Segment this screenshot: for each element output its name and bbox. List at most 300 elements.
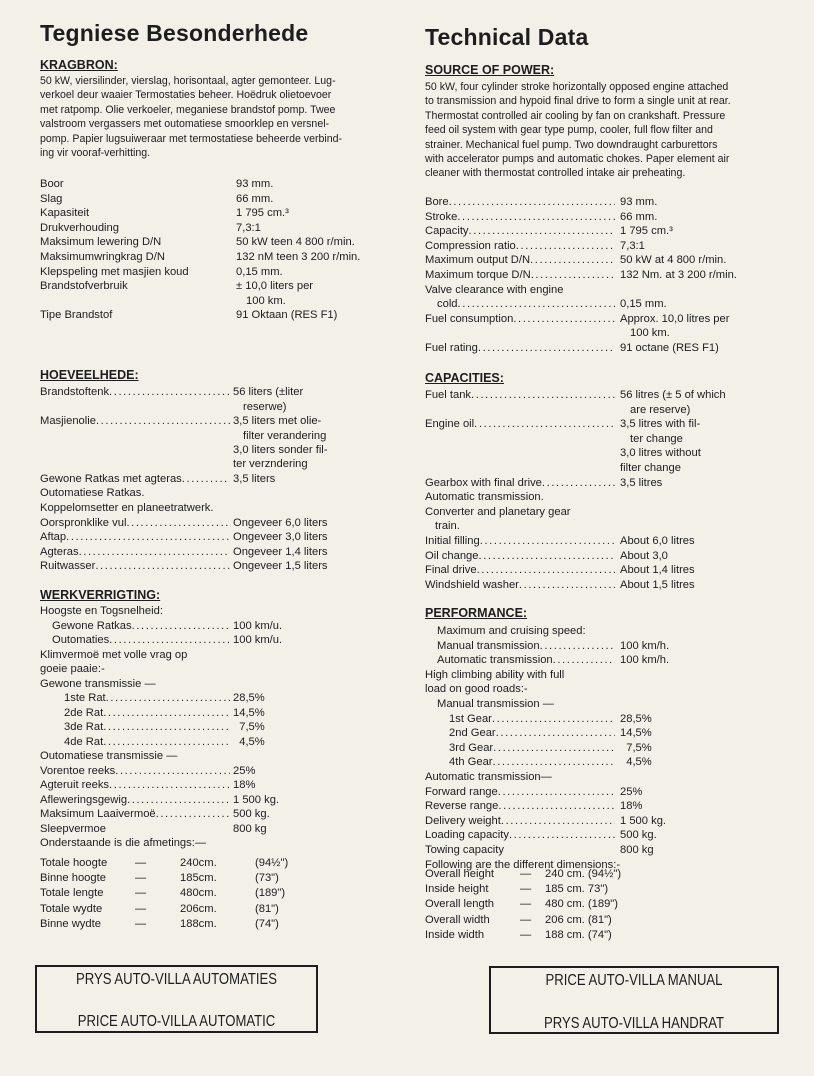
leader-dots: [471, 389, 615, 401]
dimension-metric: 185cm.: [180, 872, 217, 885]
leader-dots: [95, 560, 230, 572]
spec-label: High climbing ability with full: [425, 668, 565, 681]
heading-capacities: CAPACITIES:: [425, 371, 504, 385]
spec-value: 100 km/h.: [620, 639, 670, 652]
spec-row: [40, 794, 279, 806]
dimension-row: [425, 929, 675, 941]
spec-value: 0,15 mm.: [236, 265, 283, 278]
spec-value-continued: 3,0 litres without: [620, 447, 701, 460]
page-title-english: Technical Data: [425, 24, 589, 50]
leader-dots: [498, 800, 615, 812]
power-description: [425, 80, 731, 181]
spec-value: 7,3:1: [620, 239, 645, 252]
spec-label: Drukverhouding: [40, 221, 119, 234]
leader-dots: [509, 829, 615, 841]
spec-label-cell: [40, 473, 230, 485]
leader-dots: [540, 640, 615, 652]
spec-value: 3,5 liters met olie-: [233, 415, 322, 427]
page-title-afrikaans: Tegniese Besonderhede: [40, 20, 309, 46]
spec-label-cell: [40, 517, 230, 529]
spec-label-cell: [40, 649, 400, 661]
spec-label-cell: [425, 786, 615, 798]
spec-label: 3rd Gear: [449, 741, 494, 754]
spec-value: 28,5%: [620, 712, 652, 725]
description-line: met ratpomp. Olie verkoeler, meganiese brandstof pomp. Twee: [40, 103, 336, 116]
spec-row: [40, 649, 400, 661]
dimension-metric: 185 cm. 73"): [545, 883, 609, 896]
dimension-row: [425, 914, 675, 926]
spec-label: Tipe Brandstof: [40, 309, 113, 322]
heading-source-of-power: SOURCE OF POWER:: [425, 63, 555, 77]
spec-label: Following are the different dimensions:-: [425, 858, 621, 871]
dimension-label: Overall height: [425, 868, 495, 880]
spec-label-cell: [425, 418, 615, 430]
spec-label-cell: [40, 309, 230, 321]
spec-value: 50 kW at 4 800 r/min.: [620, 254, 727, 267]
spec-label: Fuel rating: [425, 341, 478, 354]
description-line: cleaner with thermostat controlled intake air preheating.: [425, 167, 686, 180]
spec-label: Masjienolie: [40, 415, 96, 427]
spec-row: [425, 225, 673, 237]
spec-value: 56 liters (±liter: [233, 386, 304, 398]
spec-label: Automatic transmission.: [425, 491, 544, 504]
spec-label: Fuel tank: [425, 389, 472, 401]
dimension-dash: —: [135, 872, 147, 885]
leader-dots: [493, 756, 615, 768]
spec-label-cell: [425, 535, 615, 547]
spec-row: [64, 721, 265, 733]
spec-label: Outomatiese transmissie —: [40, 750, 178, 762]
heading-performance: PERFORMANCE:: [425, 606, 528, 620]
spec-label: Gewone Ratkas met agteras: [40, 472, 182, 485]
spec-row: [40, 222, 261, 234]
spec-label: Kapasiteit: [40, 207, 90, 220]
spec-label-cell: [425, 313, 615, 325]
dimension-metric: 480 cm. (189"): [545, 898, 618, 911]
spec-value-continued: 100 km.: [246, 294, 286, 307]
spec-label: Sleepvermoe: [40, 822, 106, 835]
spec-row: [449, 727, 652, 739]
leader-dots: [182, 473, 230, 485]
leader-dots: [553, 654, 615, 666]
spec-label-cell: [40, 502, 400, 514]
spec-label-cell: [40, 823, 230, 835]
dimension-label: Totale hoogte: [40, 857, 108, 869]
spec-label-cell: [437, 298, 615, 310]
spec-label-cell: [64, 721, 230, 733]
dimension-label: Binne hoogte: [40, 872, 106, 885]
spec-row: [40, 560, 328, 572]
spec-label-cell: [425, 477, 615, 489]
dimension-label: Inside width: [425, 928, 485, 941]
spec-label-cell: [40, 794, 230, 806]
dimension-metric: 206 cm. (81"): [545, 913, 612, 926]
spec-value: 800 kg: [233, 822, 267, 835]
spec-label-cell: [449, 713, 615, 725]
spec-label: Capacity: [425, 225, 469, 238]
spec-row: [425, 800, 642, 812]
spec-label: Automatic transmission: [437, 654, 553, 667]
leader-dots: [493, 742, 615, 754]
description-line: ing vir vooraf-verhitting.: [40, 147, 151, 160]
spec-label: Maksimum Laaivermoë: [40, 808, 156, 820]
leader-dots: [109, 386, 230, 398]
spec-label-cell: [425, 550, 615, 562]
spec-label-cell: [425, 254, 615, 266]
spec-label: load on good roads:-: [425, 683, 528, 696]
leader-dots: [115, 765, 230, 777]
spec-label: train.: [435, 520, 460, 533]
dimension-metric: 188 cm. (74"): [545, 928, 612, 941]
leader-dots: [519, 579, 615, 591]
spec-row: [40, 280, 313, 292]
leader-dots: [501, 815, 615, 827]
spec-label-cell: [40, 560, 230, 572]
spec-label: 4th Gear: [449, 756, 493, 769]
spec-value: 100 km/u.: [233, 634, 283, 646]
spec-value: 28,5%: [233, 692, 265, 704]
description-line: to transmission and hypoid final drive to form a single unit at rear.: [425, 95, 731, 108]
spec-label: Converter and planetary gear: [425, 505, 571, 518]
description-line: verkoel deur waaier Termostaties beheer. Hoëdruk olietoevoer: [40, 89, 332, 102]
spec-row: [425, 506, 785, 518]
leader-dots: [126, 517, 230, 529]
spec-label: Brandstoftenk: [40, 386, 110, 398]
dimension-dash: —: [520, 868, 532, 880]
spec-value: Ongeveer 1,5 liters: [233, 560, 328, 573]
leader-dots: [79, 546, 230, 558]
spec-row: [40, 605, 400, 617]
spec-value-continued: filter verandering: [243, 429, 327, 442]
spec-value: Ongeveer 6,0 liters: [233, 516, 328, 529]
spec-row: [425, 579, 695, 591]
spec-value: 7,5%: [620, 741, 652, 754]
description-line: with accelerator pumps and automatic chokes. Paper element air: [425, 153, 730, 166]
spec-value: 18%: [620, 800, 643, 813]
dimension-metric: 188cm.: [180, 917, 217, 930]
spec-label-cell: [425, 771, 785, 783]
spec-row: [40, 178, 273, 190]
spec-label-cell: [40, 750, 400, 762]
leader-dots: [492, 713, 615, 725]
spec-row: [40, 663, 400, 675]
dimension-label: Inside height: [425, 883, 489, 896]
spec-label: Stroke: [425, 210, 458, 223]
spec-label-cell: [437, 698, 797, 710]
leader-dots: [103, 707, 230, 719]
spec-label: Aftap: [40, 531, 67, 544]
spec-label: Automatic transmission—: [425, 771, 552, 783]
spec-row: [40, 808, 270, 820]
spec-label-cell: [40, 765, 230, 777]
spec-row: [40, 236, 355, 248]
leader-dots: [109, 779, 230, 791]
spec-label-cell: [64, 707, 230, 719]
spec-row: [40, 678, 400, 690]
spec-label: cold: [437, 298, 458, 311]
description-line: valstroom vergassers met outomatiese smoorklep en versnel-: [40, 118, 330, 131]
spec-row: [425, 477, 662, 489]
dimension-row: [40, 872, 279, 884]
dimension-metric: 480cm.: [180, 887, 217, 900]
spec-value: ± 10,0 liters per: [236, 280, 314, 293]
spec-value: 4,5%: [620, 756, 652, 769]
spec-row: [425, 669, 785, 681]
spec-row: [437, 698, 797, 710]
spec-row: [437, 625, 797, 637]
leader-dots: [132, 620, 230, 632]
dimension-row: [425, 868, 675, 880]
spec-label-cell: [449, 727, 615, 739]
spec-label-cell: [425, 211, 615, 223]
spec-row: [40, 837, 400, 849]
description-line: feed oil system with gear type pump, cooler, full flow filter and: [425, 124, 713, 137]
spec-row: [425, 342, 719, 354]
dimension-imperial: (94½"): [255, 857, 289, 869]
spec-label-cell: [40, 280, 230, 292]
spec-row: [449, 713, 652, 725]
spec-row: [425, 535, 695, 547]
spec-value: 25%: [233, 764, 256, 777]
leader-dots: [156, 808, 230, 820]
spec-label-cell: [425, 491, 785, 503]
spec-row: [437, 654, 669, 666]
spec-value: 1 795 cm.³: [620, 225, 673, 238]
spec-value: About 1,5 litres: [620, 578, 695, 591]
spec-label: Maximum and cruising speed:: [437, 625, 586, 637]
spec-label-cell: [425, 240, 615, 252]
spec-row: [425, 683, 785, 695]
spec-value: 91 Oktaan (RES F1): [236, 309, 338, 322]
spec-label: Gearbox with final drive: [425, 476, 542, 489]
spec-row: [40, 193, 273, 205]
spec-row: [437, 298, 667, 310]
leader-dots: [458, 298, 615, 310]
leader-dots: [103, 736, 230, 748]
leader-dots: [457, 211, 615, 223]
spec-value: 14,5%: [233, 706, 265, 719]
dimension-dash: —: [520, 913, 532, 926]
spec-label-cell: [40, 251, 230, 263]
leader-dots: [109, 634, 230, 646]
dimension-dash: —: [520, 883, 532, 896]
spec-label: 2de Rat: [64, 706, 104, 719]
dimension-row: [40, 887, 285, 899]
spec-label-cell: [425, 389, 615, 401]
spec-value: 18%: [233, 779, 256, 791]
spec-label-cell: [40, 178, 230, 190]
price-box-automatic: [35, 965, 318, 1033]
spec-row: [40, 502, 400, 514]
spec-value-continued: ter change: [630, 432, 683, 445]
price-box-line-2: PRICE AUTO-VILLA AUTOMATIC: [77, 1013, 276, 1030]
spec-label: Klepspeling met masjien koud: [40, 265, 189, 278]
spec-row: [40, 386, 303, 398]
heading-kragbron: KRAGBRON:: [40, 58, 118, 72]
spec-label-cell: [425, 225, 615, 237]
spec-label-cell: [437, 654, 615, 666]
spec-label: Bore: [425, 196, 449, 208]
spec-row: [425, 269, 737, 281]
dimension-imperial: (74"): [255, 917, 279, 930]
spec-value-continued: 3,0 liters sonder fil-: [233, 444, 328, 456]
spec-value-continued: reserwe): [243, 400, 287, 413]
spec-label-cell: [425, 284, 785, 296]
spec-row: [40, 779, 255, 791]
spec-row: [64, 736, 265, 748]
description-line: Thermostat controlled air cooling by fan on crankshaft. Pressure: [425, 109, 726, 122]
spec-label-cell: [40, 193, 230, 205]
spec-value: 4,5%: [233, 735, 265, 748]
dimension-dash: —: [135, 887, 147, 900]
spec-label: Maksimumwringkrag D/N: [40, 251, 165, 263]
spec-label-cell: [40, 222, 230, 234]
spec-label-cell: [449, 742, 615, 754]
leader-dots: [469, 225, 615, 237]
spec-label: Forward range: [425, 785, 498, 798]
spec-label-cell: [449, 756, 615, 768]
spec-value-continued: 100 km.: [630, 327, 670, 340]
spec-value: 56 litres (± 5 of which: [620, 389, 726, 401]
spec-label: Boor: [40, 178, 64, 190]
spec-row: [425, 284, 785, 296]
spec-label-cell: [52, 634, 230, 646]
spec-label: Windshield washer: [425, 578, 519, 591]
spec-label-cell: [437, 640, 615, 652]
spec-label: Fuel consumption: [425, 312, 514, 325]
spec-label: Outomatiese Ratkas.: [40, 487, 145, 500]
spec-label-cell: [435, 520, 795, 532]
spec-row: [52, 620, 282, 632]
spec-value: 91 octane (RES F1): [620, 341, 719, 354]
spec-row: [40, 207, 289, 219]
spec-row: [425, 844, 654, 856]
spec-value: Ongeveer 1,4 liters: [233, 545, 328, 558]
spec-label: Maximum torque D/N: [425, 269, 531, 281]
spec-label-cell: [40, 531, 230, 543]
leader-dots: [449, 196, 615, 208]
spec-row: [40, 266, 283, 278]
spec-row: [40, 309, 337, 321]
dimension-row: [425, 883, 675, 895]
dimension-row: [40, 918, 279, 930]
leader-dots: [127, 794, 230, 806]
spec-value: 25%: [620, 785, 643, 798]
spec-value: 800 kg: [620, 844, 654, 856]
spec-value: 7,5%: [233, 721, 265, 733]
description-line: strainer. Mechanical fuel pump. Two downdraught carburettors: [425, 138, 718, 151]
spec-label-cell: [425, 669, 785, 681]
spec-label-cell: [425, 579, 615, 591]
leader-dots: [66, 531, 230, 543]
dimension-metric: 240 cm. (94½"): [545, 868, 622, 880]
spec-label: Towing capacity: [425, 844, 504, 856]
spec-value-continued: filter change: [620, 462, 681, 474]
spec-label: 1ste Rat: [64, 692, 106, 704]
spec-label: 4de Rat: [64, 735, 104, 748]
spec-row: [425, 389, 726, 401]
spec-row: [425, 211, 657, 223]
leader-dots: [531, 269, 615, 281]
spec-label-cell: [40, 808, 230, 820]
spec-label-cell: [425, 683, 785, 695]
leader-dots: [496, 727, 615, 739]
spec-row: [425, 564, 695, 576]
spec-value: 66 mm.: [236, 192, 274, 205]
spec-label: Valve clearance with engine: [425, 283, 564, 296]
spec-label-cell: [425, 342, 615, 354]
leader-dots: [498, 786, 615, 798]
spec-label: Koppelomsetter en planeetratwerk.: [40, 502, 214, 514]
leader-dots: [513, 313, 615, 325]
spec-label-cell: [40, 207, 230, 219]
spec-label-cell: [40, 605, 400, 617]
dimension-dash: —: [520, 928, 532, 941]
dimension-dash: —: [520, 898, 532, 911]
spec-label: Loading capacity: [425, 829, 509, 842]
spec-value: 132 Nm. at 3 200 r/min.: [620, 269, 737, 281]
spec-value: 100 km/u.: [233, 619, 283, 632]
price-box-manual: [489, 966, 779, 1034]
leader-dots: [516, 240, 615, 252]
spec-row: [425, 491, 785, 503]
spec-value: 500 kg.: [620, 829, 657, 842]
description-line: 50 kW, viersilinder, vierslag, horisontaal, agter gemonteer. Lug-: [40, 75, 336, 87]
leader-dots: [106, 692, 230, 704]
dimension-dash: —: [135, 902, 147, 915]
spec-row: [40, 823, 267, 835]
spec-row: [425, 240, 645, 252]
spec-value: 132 nM teen 3 200 r/min.: [236, 251, 361, 263]
dimension-row: [425, 898, 675, 910]
spec-value-continued: ter verzndering: [233, 458, 308, 471]
price-box-line-1: PRICE AUTO-VILLA MANUAL: [545, 972, 723, 989]
spec-label-cell: [425, 800, 615, 812]
spec-label-cell: [40, 487, 400, 499]
dimension-imperial: (73"): [255, 872, 279, 885]
spec-value: About 6,0 litres: [620, 535, 695, 547]
spec-label: Vorentoe reeks: [40, 764, 116, 777]
spec-row: [40, 473, 275, 485]
spec-value: 1 500 kg.: [620, 814, 667, 827]
spec-label: Agteruit reeks: [40, 779, 110, 791]
spec-row: [425, 829, 657, 841]
spec-row: [40, 750, 400, 762]
spec-label: 1st Gear: [449, 712, 492, 725]
description-line: 50 kW, four cylinder stroke horizontally opposed engine attached: [425, 81, 729, 93]
spec-row: [52, 634, 282, 646]
spec-row: [425, 418, 700, 430]
spec-row: [425, 550, 668, 562]
spec-value: About 1,4 litres: [620, 564, 695, 577]
spec-row: [425, 771, 785, 783]
spec-value: 100 km/h.: [620, 654, 670, 667]
spec-label: Oorspronklike vul: [40, 516, 127, 529]
spec-label: Oil change: [425, 549, 479, 562]
dimension-label: Binne wydte: [40, 917, 101, 930]
spec-label-cell: [425, 829, 615, 841]
spec-row: [64, 692, 265, 704]
dimension-metric: 206cm.: [180, 902, 217, 915]
price-box-line-2: PRYS AUTO-VILLA HANDRAT: [543, 1015, 725, 1032]
dimension-dash: —: [135, 917, 147, 930]
spec-row: [425, 815, 666, 827]
spec-row: [435, 520, 795, 532]
dimension-label: Totale wydte: [40, 902, 103, 915]
spec-row: [425, 786, 642, 798]
spec-label: Reverse range: [425, 800, 499, 813]
price-box-line-1: PRYS AUTO-VILLA AUTOMATIES: [75, 971, 278, 988]
